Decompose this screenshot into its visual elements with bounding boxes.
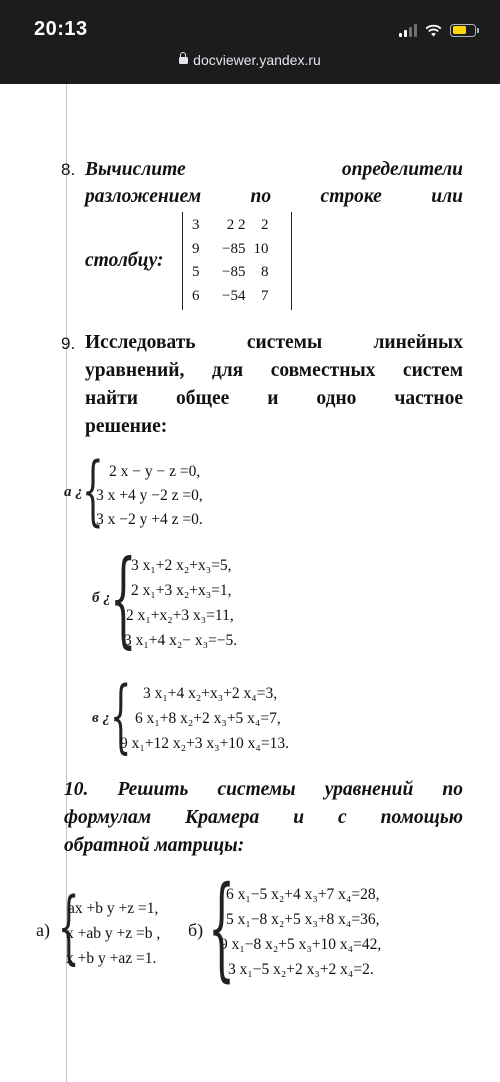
matrix-cell: 2 [260, 217, 269, 234]
task10-system-b-eq3: 9 x₁−8 x₂+5 x₃+10 x₄=42, [220, 936, 382, 953]
word: уравнений, [85, 360, 185, 381]
matrix-row [190, 238, 272, 262]
system-v-eq1: 3 x₁+4 x₂+x₃+2 x₄=3, [143, 685, 278, 702]
word: по [250, 186, 272, 207]
task10-number: 10. [64, 779, 89, 800]
task9-number: 9. [61, 334, 76, 353]
matrix-cell: 7 [260, 287, 269, 304]
det-right-bar [291, 212, 292, 310]
task10-system-a-label: а) [36, 920, 50, 940]
word: или [431, 186, 463, 207]
battery-icon [450, 24, 476, 37]
word: уравнений [324, 779, 414, 800]
task10-system-a-eq3: x +b y +az =1. [66, 950, 157, 967]
brace-icon: { [82, 445, 104, 534]
word: систем [402, 360, 463, 381]
word: по [442, 779, 463, 800]
status-icons [399, 20, 476, 40]
word: с [338, 807, 347, 828]
matrix-cell: 8 [260, 264, 269, 281]
word: и [267, 388, 279, 409]
browser-chrome [0, 0, 500, 84]
word: системы [217, 779, 296, 800]
system-b-eq1: 3 x₁+2 x₂+x₃=5, [131, 557, 232, 574]
task9-line3 [85, 388, 463, 410]
task10-system-b-eq1: 6 x₁−5 x₂+4 x₃+7 x₄=28, [226, 886, 380, 903]
word: Решить [117, 779, 189, 800]
wifi-icon [425, 24, 442, 37]
system-b-label: б ¿ [92, 590, 111, 606]
task8-line1 [85, 159, 463, 181]
address-bar[interactable] [0, 52, 500, 68]
det-left-bar [182, 212, 183, 310]
word: помощью [380, 807, 463, 828]
det-table [190, 214, 272, 308]
matrix-row [190, 214, 272, 238]
word: системы [246, 332, 323, 353]
task8-line3: столбцу: [85, 250, 164, 271]
word: и [293, 807, 305, 828]
system-a-eq3: 3 x −2 y +4 z =0. [96, 511, 203, 528]
matrix-row [190, 261, 272, 285]
brace-icon: { [110, 537, 137, 659]
matrix-cell: 2 2 [226, 217, 246, 234]
task9-line2 [85, 360, 463, 382]
word: для [211, 360, 244, 381]
task10-line2 [64, 807, 463, 829]
word: частное [394, 388, 463, 409]
task8-line2 [85, 186, 463, 208]
word: общее [175, 388, 230, 409]
lock-icon [179, 56, 187, 66]
matrix-row [190, 285, 272, 309]
word: формулам [64, 807, 152, 828]
task10-system-a-eq1: ax +b y +z =1, [68, 900, 159, 917]
system-b-eq2: 2 x₁+3 x₂+x₃=1, [131, 582, 232, 599]
system-v-eq2: 6 x₁+8 x₂+2 x₃+5 x₄=7, [135, 710, 281, 727]
task9-line1 [85, 332, 463, 354]
system-a-eq2: 3 x +4 y −2 z =0, [96, 487, 203, 504]
task10-system-a-eq2: x +ab y +z =b , [66, 925, 161, 942]
task10-line3: обратной матрицы: [64, 835, 245, 856]
word: Крамера [185, 807, 260, 828]
system-b-eq4: 3 x₁+4 x₂− x₃=−5. [124, 632, 238, 649]
system-a-eq1: 2 x − y − z =0, [109, 463, 201, 480]
cellular-signal-icon [399, 23, 417, 37]
matrix-cell: 6 [192, 287, 200, 304]
system-a-label: а ¿ [64, 484, 83, 500]
matrix-cell: −54 [222, 287, 246, 304]
task10-system-b-eq2: 5 x₁−8 x₂+5 x₃+8 x₄=36, [226, 911, 380, 928]
system-b-eq3: 2 x₁+x₂+3 x₃=11, [126, 607, 234, 624]
word: Исследовать [85, 332, 196, 353]
brace-icon: { [110, 669, 132, 762]
matrix-cell: 3 [192, 217, 200, 234]
matrix-cell: −85 [222, 240, 246, 257]
matrix-cell: −85 [222, 264, 246, 281]
word: Вычислите [85, 159, 186, 180]
task10-system-b-eq4: 3 x₁−5 x₂+2 x₃+2 x₄=2. [228, 961, 374, 978]
word: найти [85, 388, 139, 409]
matrix-cell: 5 [192, 264, 200, 281]
url-text: docviewer.yandex.ru [193, 52, 321, 68]
task9-line4: решение: [85, 416, 168, 437]
task10-system-b-label: б) [188, 920, 204, 940]
brace-icon: { [208, 863, 236, 993]
matrix-cell: 10 [253, 240, 269, 257]
word: разложением [85, 186, 202, 207]
system-v-label: в ¿ [92, 710, 110, 726]
status-time: 20:13 [34, 18, 88, 40]
matrix-cell: 9 [192, 240, 200, 257]
word: одно [316, 388, 357, 409]
word: определители [341, 159, 463, 180]
system-v-eq3: 9 x₁+12 x₂+3 x₃+10 x₄=13. [120, 735, 289, 752]
task8-number: 8. [61, 160, 76, 179]
word: совместных [270, 360, 376, 381]
task10-line1 [64, 779, 463, 801]
brace-icon: { [58, 880, 80, 973]
word: линейных [373, 332, 463, 353]
word: строке [320, 186, 382, 207]
determinant-matrix [182, 212, 292, 310]
